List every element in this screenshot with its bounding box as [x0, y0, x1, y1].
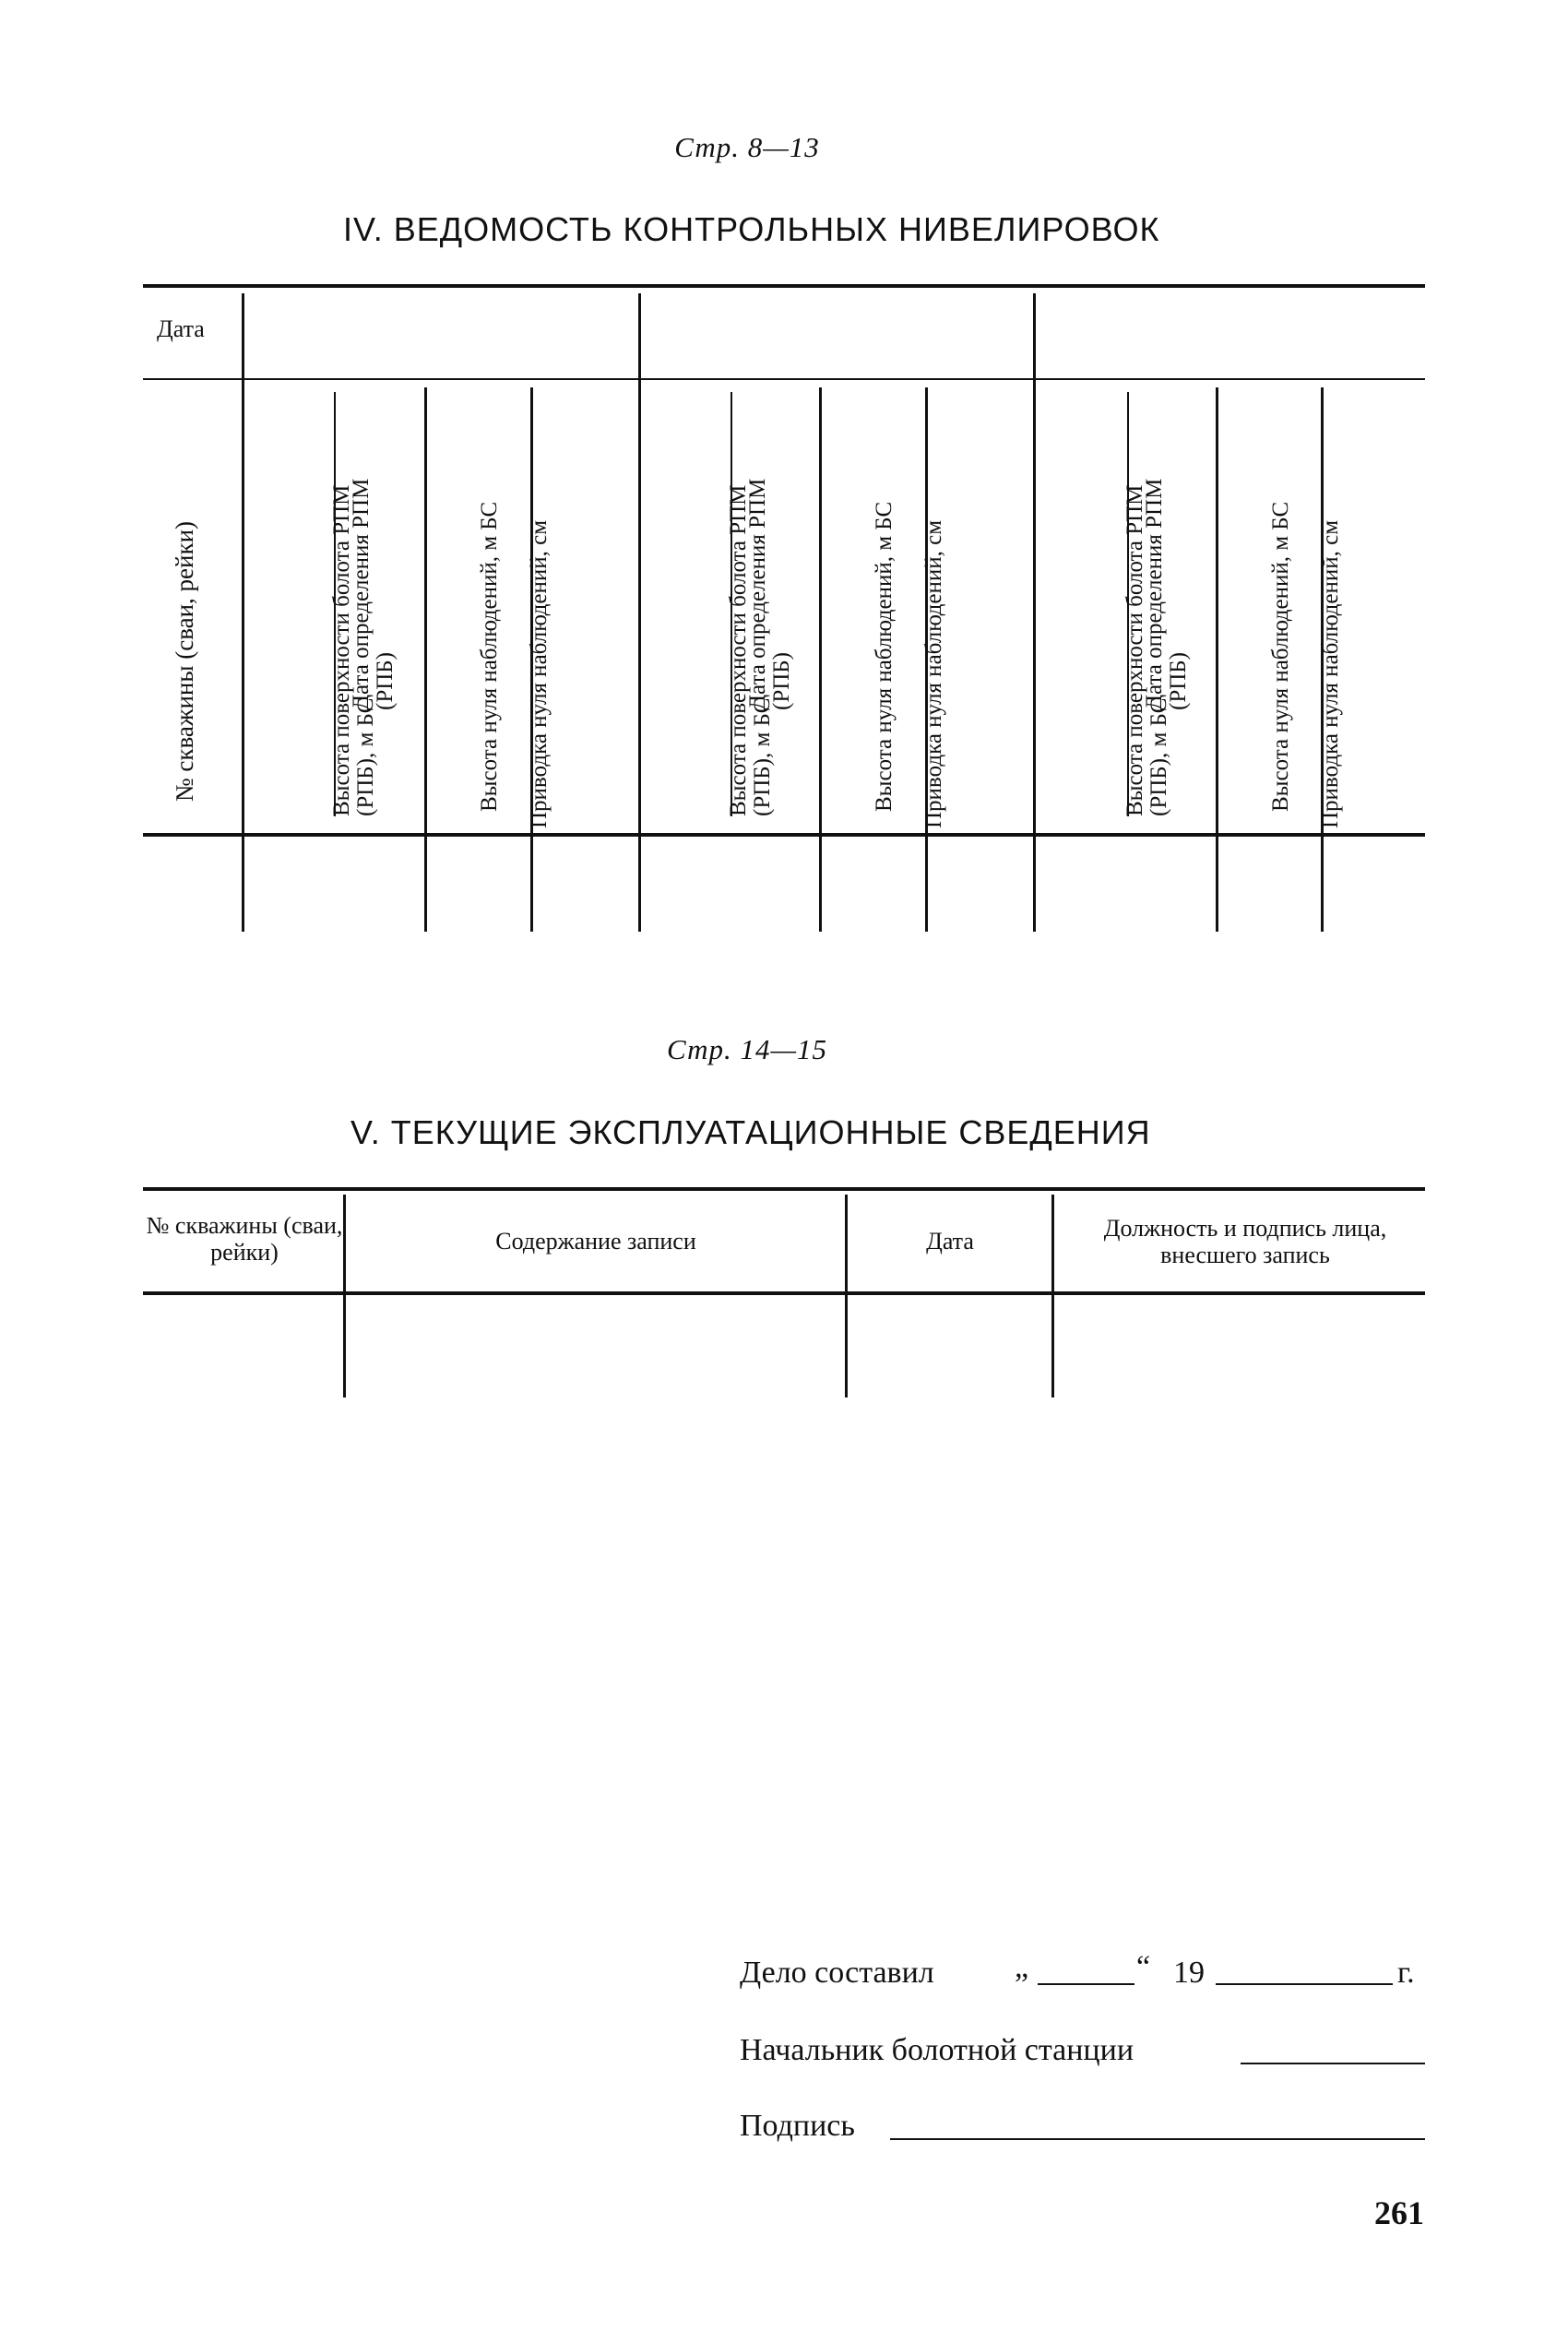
page-number: 261	[1374, 2194, 1424, 2231]
compiled-quote-open: „	[1015, 1950, 1029, 1984]
t5-col-content: Содержание записи	[495, 1228, 696, 1255]
g1-surface-height: Высота поверхности болота РПМ (РПБ), м БС	[329, 484, 379, 816]
station-head-label: Начальник болотной станции	[740, 2033, 1134, 2067]
g3-determination-date: Дата определения РПМ (РПБ)	[1142, 478, 1192, 710]
table5-top-rule	[143, 1187, 1425, 1191]
compiled-year-prefix: 19	[1173, 1956, 1205, 1990]
table5-header-bottom-rule	[143, 1291, 1425, 1295]
table4-vline-g2-a	[819, 387, 822, 932]
compiled-year-suffix: г.	[1397, 1956, 1415, 1990]
t5-col-well: № скважины (сваи, рейки)	[146, 1212, 343, 1266]
table4-vline-3	[1033, 293, 1036, 932]
g1-determination-date: Дата определения РПМ (РПБ)	[349, 478, 398, 710]
section-5-title: V. ТЕКУЩИЕ ЭКСПЛУАТАЦИОННЫЕ СВЕДЕНИЯ	[350, 1113, 1151, 1151]
table4-vline-1	[242, 293, 244, 932]
compiled-day-line	[1038, 1983, 1134, 1985]
g3-zero-reduction: Приводка нуля наблюдений, см	[1318, 519, 1343, 828]
station-head-line	[1241, 2063, 1425, 2064]
t5-col-date: Дата	[926, 1228, 974, 1255]
table4-vline-2	[638, 293, 641, 932]
signature-line	[890, 2138, 1425, 2140]
g2-zero-reduction: Приводка нуля наблюдений, см	[921, 519, 946, 828]
g1-zero-height: Высота нуля наблюдений, м БС	[477, 501, 502, 812]
date-label: Дата	[157, 315, 205, 342]
compiled-quote-close: “	[1136, 1950, 1151, 1984]
table4-top-rule	[143, 284, 1425, 288]
table5-vline-2	[845, 1195, 848, 1397]
table4-vline-g1-a	[424, 387, 427, 932]
well-number-header: № скважины (сваи, рейки)	[170, 520, 198, 803]
signature-label: Подпись	[740, 2109, 855, 2143]
table4-date-rule	[143, 378, 1425, 380]
page-ref-8-13: Стр. 8—13	[674, 131, 820, 163]
section-4-title: IV. ВЕДОМОСТЬ КОНТРОЛЬНЫХ НИВЕЛИРОВОК	[343, 210, 1160, 248]
table5-vline-1	[343, 1195, 346, 1397]
t5-col-position-signature: Должность и подпись лица, внесшего запись	[1103, 1215, 1387, 1268]
compiled-year-line	[1216, 1983, 1393, 1985]
compiled-label: Дело составил	[740, 1956, 934, 1990]
g2-zero-height: Высота нуля наблюдений, м БС	[872, 501, 897, 812]
table4-header-bottom-rule	[143, 833, 1425, 837]
g2-determination-date: Дата определения РПМ (РПБ)	[745, 478, 795, 710]
g1-zero-reduction: Приводка нуля наблюдений, см	[527, 519, 552, 828]
table5-vline-3	[1051, 1195, 1054, 1397]
page-ref-14-15: Стр. 14—15	[666, 1033, 828, 1065]
g3-surface-height: Высота поверхности болота РПМ (РПБ), м БС	[1123, 484, 1172, 816]
g3-zero-height: Высота нуля наблюдений, м БС	[1268, 501, 1293, 812]
table4-vline-g3-a	[1216, 387, 1218, 932]
g2-surface-height: Высота поверхности болота РПМ (РПБ), м БС	[726, 484, 776, 816]
